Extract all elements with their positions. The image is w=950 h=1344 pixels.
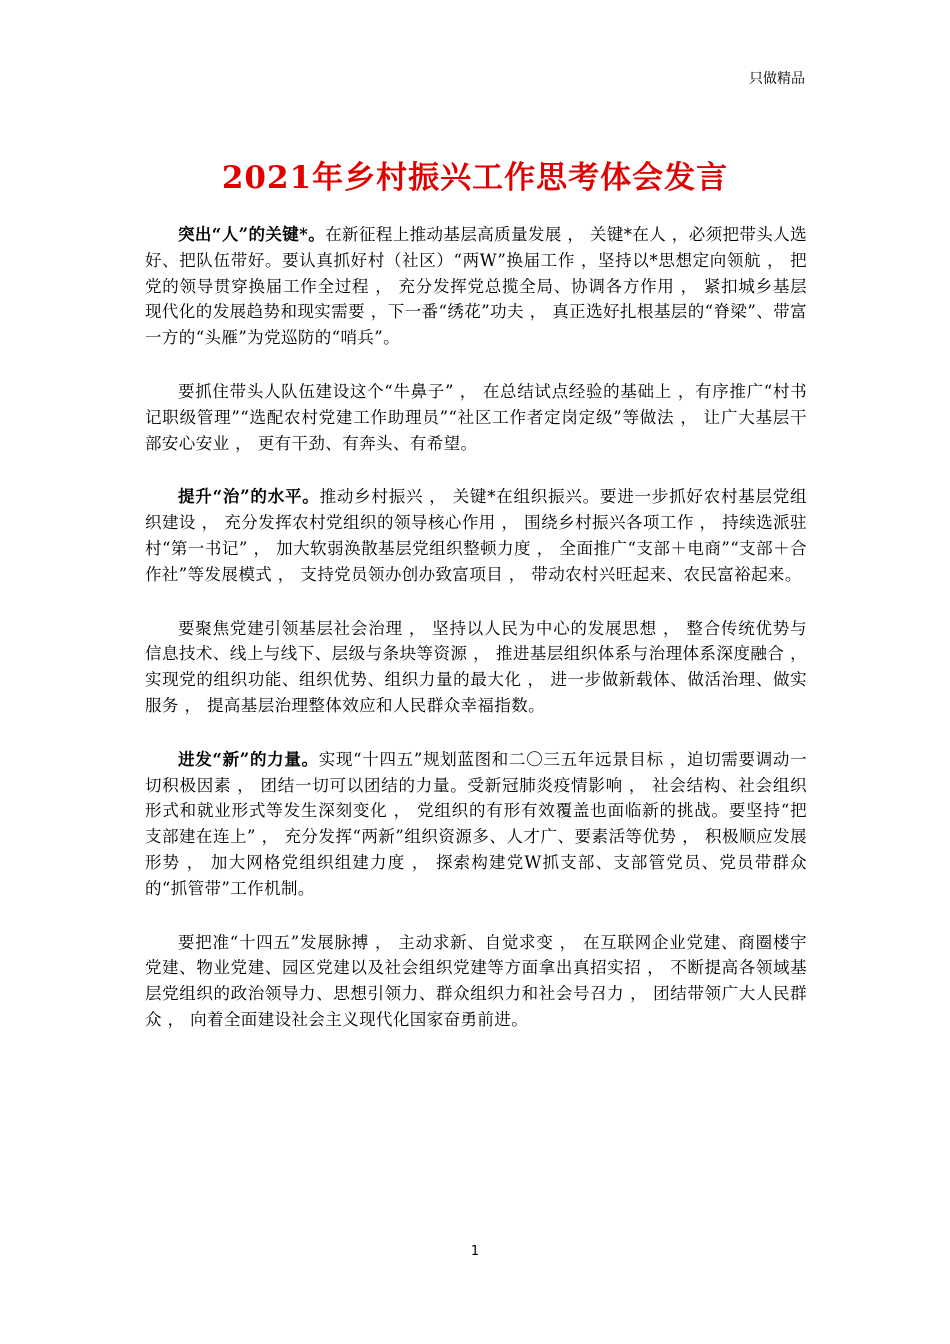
paragraph-lead: 突出“人”的关键*。 <box>178 225 326 244</box>
document-title: 2021年乡村振兴工作思考体会发言 <box>221 160 729 196</box>
paragraph-text: 在新征程上推动基层高质量发展 ， 关键*在人 ，必须把带头人选好、把队伍带好。要认真抓好村（社区）“两W”换届工作 ，坚持以*思想定向领航 ， 把党的领导贯穿换届工作全过程 ， 充分发挥党总揽全局、协调各方作用 ， 紧扣城乡基层现代化的发展趋势和现实需要 ，下一番“绣花”功夫 ， 真正选好扎根基层的“脊梁”、带富一方的“头雁”为党巡防的“哨兵”。 <box>145 225 808 348</box>
paragraph-1 <box>145 222 807 351</box>
paragraph-3 <box>145 484 807 587</box>
paragraph-4 <box>145 616 807 719</box>
paragraph-text: 要聚焦党建引领基层社会治理 ， 坚持以人民为中心的发展思想 ， 整合传统优势与信息技术、线上与线下、层级与条块等资源 ， 推进基层组织体系与治理体系深度融合 ， 实现党的组织功能、组织优势、组织力量的最大化 ， 进一步做新载体、做活治理、做实服务 ， 提高基层治理整体效应和人民群众幸福指数。 <box>145 618 807 715</box>
page-number: 1 <box>470 1244 480 1259</box>
paragraph-6 <box>145 930 807 1033</box>
paragraph-text: 推动乡村振兴 ， 关键*在组织振兴。要进一步抓好农村基层党组织建设 ， 充分发挥农村党组织的领导核心作用 ， 围绕乡村振兴各项工作 ， 持续选派驻村“第一书记” ， 加大软弱涣散基层党组织整顿力度 ， 全面推广“支部＋电商”“支部＋合作社”等发展模式 ， 支持党员领办创办致富项目 ， 带动农村兴旺起来、农民富裕起来。 <box>145 487 807 584</box>
header-tag: 只做精品 <box>749 71 805 87</box>
paragraph-text: 要抓住带头人队伍建设这个“牛鼻子” ， 在总结试点经验的基础上 ，有序推广“村书记职级管理”“选配农村党建工作助理员”“社区工作者定岗定级”等做法 ， 让广大基层干部安心安业 ， 更有干劲、有奔头、有希望。 <box>145 381 807 453</box>
paragraph-text: 实现“十四五”规划蓝图和二〇三五年远景目标 ，迫切需要调动一切积极因素 ， 团结一切可以团结的力量。受新冠肺炎疫情影响 ， 社会结构、社会组织形式和就业形式等发生深刻变化 ， 党组织的有形有效覆盖也面临新的挑战。要坚持“把支部建在连上” ， 充分发挥“两新”组织资源多、人才广、要素活等优势 ， 积极顺应发展形势 ， 加大网格党组织组建力度 ， 探索构建党W抓支部、支部管党员、党员带群众的“抓管带”工作机制。 <box>145 749 807 898</box>
paragraph-lead: 提升“治”的水平。 <box>178 487 320 507</box>
paragraph-text: 要把准“十四五”发展脉搏 ， 主动求新、自觉求变 ， 在互联网企业党建、商圈楼宇党建、物业党建、园区党建以及社会组织党建等方面拿出真招实招 ， 不断提高各领域基层党组织的政治领导力、思想引领力、群众组织力和社会号召力 ， 团结带领广大人民群众 ， 向着全面建设社会主义现代化国家奋勇前进。 <box>145 932 807 1029</box>
paragraph-5 <box>145 747 807 902</box>
document-body <box>145 222 807 1061</box>
paragraph-2 <box>145 379 807 456</box>
paragraph-lead: 进发“新”的力量。 <box>178 749 319 769</box>
